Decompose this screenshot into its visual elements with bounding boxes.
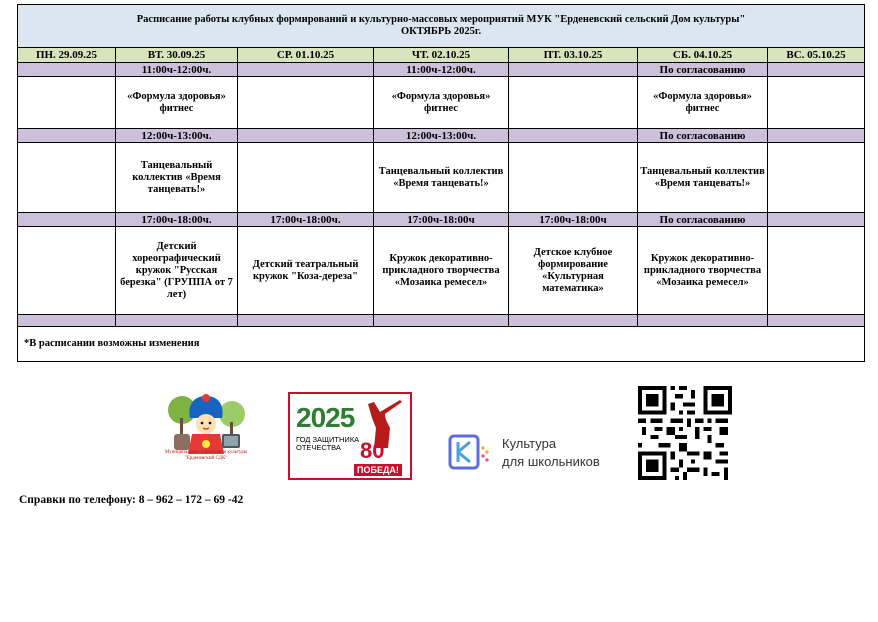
time-cell (509, 129, 638, 143)
activity-cell (238, 77, 374, 129)
time-cell (768, 63, 865, 77)
year-number: 2025 (296, 402, 355, 433)
day-header: СР. 01.10.25 (238, 48, 374, 63)
activity-cell (768, 143, 865, 213)
time-cell (18, 63, 116, 77)
time-row (18, 213, 865, 227)
changes-note: *В расписании возможны изменения (18, 327, 865, 362)
spacer-cell (238, 315, 374, 327)
activity-cell: Танцевальный коллектив «Время танцевать!» (374, 143, 509, 213)
spacer-cell (509, 315, 638, 327)
spacer-row (18, 315, 865, 327)
time-cell (768, 213, 865, 227)
activity-cell: Танцевальный коллектив «Время танцевать!» (638, 143, 768, 213)
time-cell: 17:00ч-18:00ч. (238, 213, 374, 227)
activity-cell: Детский хореографический кружок "Русская березка" (ГРУППА от 7 лет) (116, 227, 238, 315)
culture-house-caption: Муниципальное учреждение культуры "Ерденевский СДК" (164, 450, 248, 461)
time-cell: 12:00ч-13:00ч. (374, 129, 509, 143)
activity-cell (18, 227, 116, 315)
time-cell (238, 129, 374, 143)
activity-cell: «Формула здоровья» фитнес (374, 77, 509, 129)
kultura-k-icon (448, 434, 492, 472)
victory-word: ПОБЕДА! (354, 464, 402, 476)
time-row (18, 129, 865, 143)
culture-house-logo (160, 388, 252, 476)
activity-cell (238, 143, 374, 213)
time-cell (238, 63, 374, 77)
activity-row (18, 227, 865, 315)
spacer-cell (638, 315, 768, 327)
phone-info: Справки по телефону: 8 – 962 – 172 – 69 -42 (19, 494, 244, 506)
time-cell: 17:00ч-18:00ч (374, 213, 509, 227)
spacer-cell (768, 315, 865, 327)
page-title (18, 5, 865, 48)
qr-code-icon (638, 386, 732, 480)
activity-cell: «Формула здоровья» фитнес (638, 77, 768, 129)
day-header: ПТ. 03.10.25 (509, 48, 638, 63)
spacer-cell (374, 315, 509, 327)
time-cell: 11:00ч-12:00ч. (116, 63, 238, 77)
activity-row (18, 77, 865, 129)
activity-cell: Кружок декоративно-прикладного творчества «Мозаика ремесел» (638, 227, 768, 315)
activity-cell (509, 143, 638, 213)
time-row (18, 63, 865, 77)
activity-cell: Детское клубное формирование «Культурная математика» (509, 227, 638, 315)
day-header: ВТ. 30.09.25 (116, 48, 238, 63)
matryoshka-icon (160, 388, 252, 476)
time-cell: 11:00ч-12:00ч. (374, 63, 509, 77)
activity-cell (18, 77, 116, 129)
schedule-table (17, 4, 865, 362)
time-cell (18, 213, 116, 227)
defender-year-logo (288, 392, 412, 480)
time-cell (768, 129, 865, 143)
day-header: ВС. 05.10.25 (768, 48, 865, 63)
spacer-cell (116, 315, 238, 327)
activity-cell (768, 227, 865, 315)
time-cell: По согласованию (638, 63, 768, 77)
time-cell (509, 63, 638, 77)
activity-cell (768, 77, 865, 129)
activity-cell: Танцевальный коллектив «Время танцевать!» (116, 143, 238, 213)
kultura-line-1: Культура (502, 436, 557, 451)
title-line-2: ОКТЯБРЬ 2025г. (400, 26, 482, 37)
kultura-line-2: для школьников (502, 454, 600, 469)
day-header: ЧТ. 02.10.25 (374, 48, 509, 63)
activity-cell: Кружок декоративно-прикладного творчества «Мозаика ремесел» (374, 227, 509, 315)
victory-number: 80 (360, 438, 385, 463)
time-cell: 17:00ч-18:00ч. (116, 213, 238, 227)
activity-cell (18, 143, 116, 213)
title-line-1: Расписание работы клубных формирований и культурно-массовых мероприятий МУК "Ерденевский сельский Дом культуры" (136, 14, 746, 25)
day-header: СБ. 04.10.25 (638, 48, 768, 63)
time-cell: 12:00ч-13:00ч. (116, 129, 238, 143)
spacer-cell (18, 315, 116, 327)
kultura-logo (448, 432, 618, 474)
time-cell: По согласованию (638, 129, 768, 143)
activity-row (18, 143, 865, 213)
defender-text: ГОД ЗАЩИТНИКА ОТЕЧЕСТВА (296, 435, 360, 452)
activity-cell (509, 77, 638, 129)
time-cell: 17:00ч-18:00ч (509, 213, 638, 227)
time-cell (18, 129, 116, 143)
activity-cell: Детский театральный кружок "Коза-дереза" (238, 227, 374, 315)
days-header-row (18, 48, 865, 63)
day-header: ПН. 29.09.25 (18, 48, 116, 63)
activity-cell: «Формула здоровья» фитнес (116, 77, 238, 129)
time-cell: По согласованию (638, 213, 768, 227)
